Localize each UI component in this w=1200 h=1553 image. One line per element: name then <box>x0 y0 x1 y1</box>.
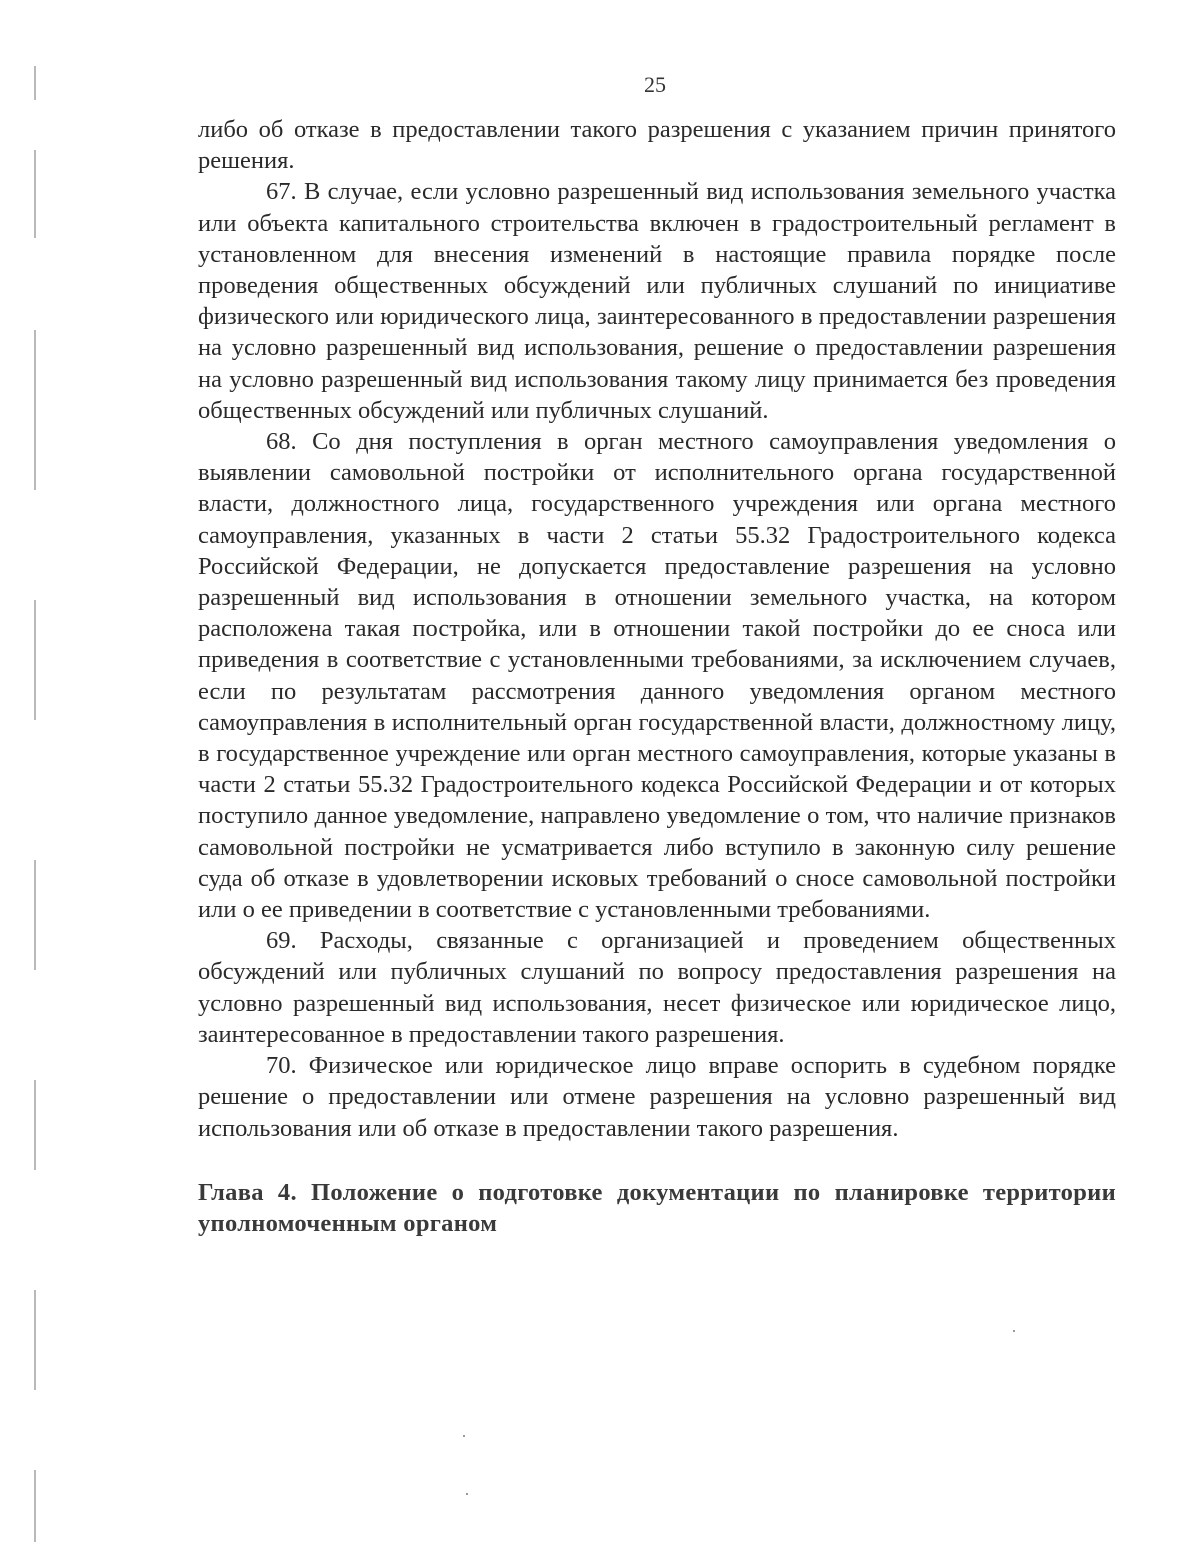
scan-speck <box>1013 1330 1015 1332</box>
chapter-heading: Глава 4. Положение о подготовке документации по планировке территории уполномоченным органом <box>198 1178 1116 1237</box>
scan-edge-mark <box>34 1080 36 1170</box>
scan-edge-mark <box>34 330 36 490</box>
scan-speck <box>466 1493 468 1495</box>
document-body <box>198 114 1116 1239</box>
scan-edge-mark <box>34 1290 36 1390</box>
page-number: 25 <box>644 72 666 97</box>
scan-speck <box>463 1435 465 1437</box>
scan-edge-mark <box>34 600 36 720</box>
paragraph-69: 69. Расходы, связанные с организацией и проведением общественных обсуждений или публичных слушаний по вопросу предоставления разрешения на условно разрешенный вид использования, несет физическое или юридическое лицо, заинтересованное в предоставлении такого разрешения. <box>198 927 1116 1048</box>
paragraph-67: 67. В случае, если условно разрешенный вид использования земельного участка или объекта капитального строительства включен в градостроительный регламент в установленном для внесения изменений в настоящие правила порядке после проведения общественных обсуждений или публичных слушаний по инициативе физического или юридического лица, заинтересованного в предоставлении разрешения на условно разрешенный вид использования, решение о предоставлении разрешения на условно разрешенный вид использования такому лицу принимается без проведения общественных обсуждений или публичных слушаний. <box>198 178 1116 424</box>
scan-edge-mark <box>34 860 36 970</box>
scan-edge-mark <box>34 1470 36 1542</box>
scan-edge-mark <box>34 150 36 238</box>
paragraph-68: 68. Со дня поступления в орган местного самоуправления уведомления о выявлении самовольной постройки от исполнительного органа государственной власти, должностного лица, государственного учреждения или органа местного самоуправления, указанных в части 2 статьи 55.32 Градостроительного кодекса Российской Федерации, не допускается предоставление разрешения на условно разрешенный вид использования в отношении земельного участка, на котором расположена такая постройка, или в отношении такой постройки до ее сноса или приведения в соответствие с установленными требованиями, за исключением случаев, если по результатам рассмотрения данного уведомления органом местного самоуправления в исполнительный орган государственной власти, должностному лицу, в государственное учреждение или орган местного самоуправления, которые указаны в части 2 статьи 55.32 Градостроительного кодекса Российской Федерации и от которых поступило данное уведомление, направлено уведомление о том, что наличие признаков самовольной постройки не усматривается либо вступило в законную силу решение суда об отказе в удовлетворении исковых требований о сносе самовольной постройки или о ее приведении в соответствие с установленными требованиями. <box>198 428 1116 924</box>
paragraph-continuation: либо об отказе в предоставлении такого разрешения с указанием причин принятого решения. <box>198 116 1116 175</box>
paragraph-70: 70. Физическое или юридическое лицо вправе оспорить в судебном порядке решение о предоставлении или отмене разрешения на условно разрешенный вид использования или об отказе в предоставлении такого разрешения. <box>198 1052 1116 1142</box>
